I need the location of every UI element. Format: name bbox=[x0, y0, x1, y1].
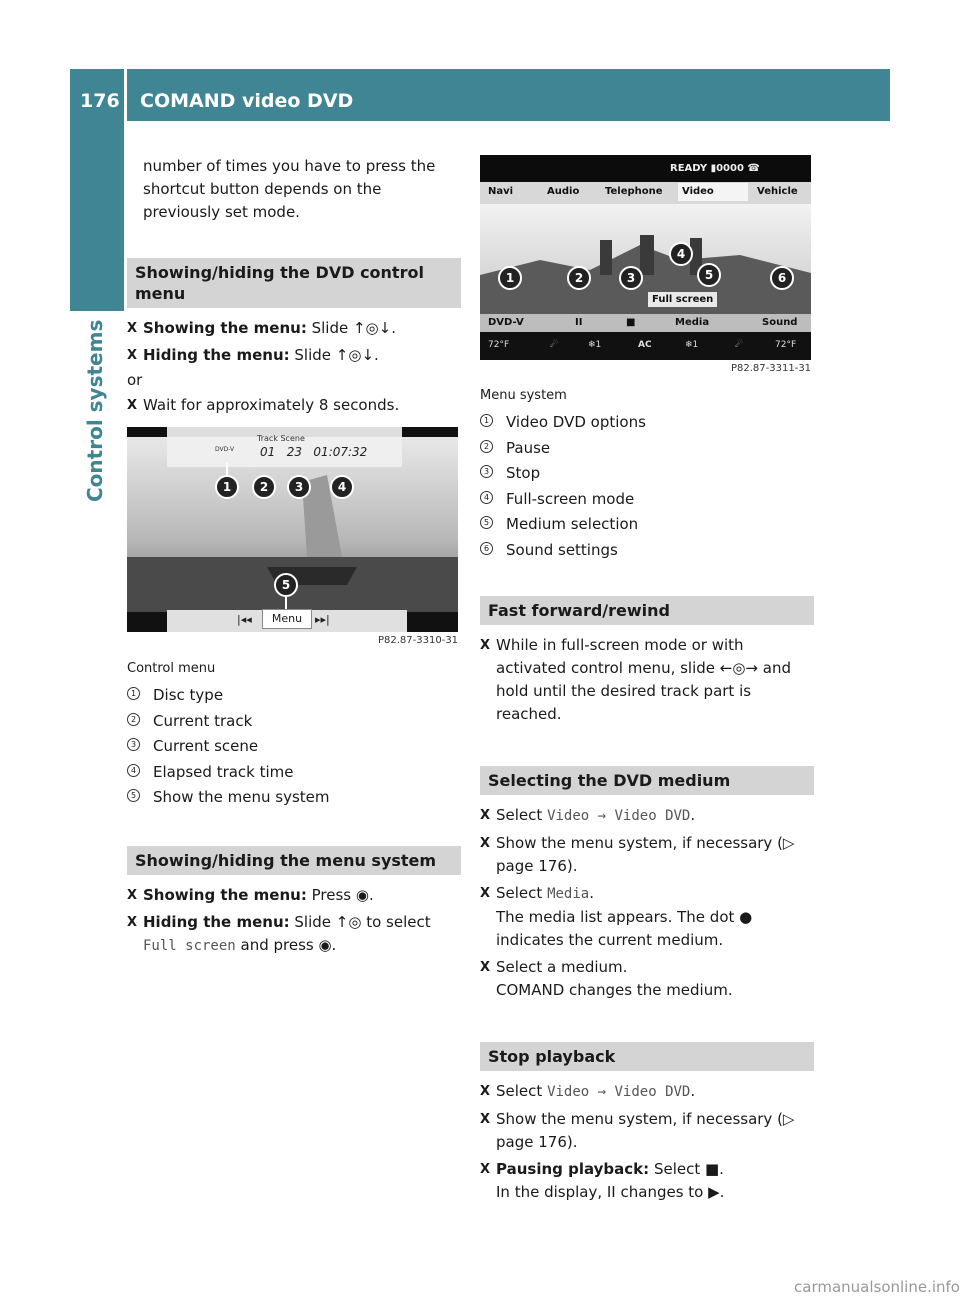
callout-2: 2 bbox=[567, 266, 591, 290]
dvd-label: DVD-V bbox=[215, 446, 235, 453]
or-text: or bbox=[127, 371, 143, 389]
step bbox=[480, 1108, 814, 1154]
step-label: Hiding the menu: bbox=[143, 912, 290, 931]
right-column bbox=[480, 384, 814, 1204]
step-text: Press ◉. bbox=[311, 885, 374, 904]
legend-number-3: 3 bbox=[480, 465, 493, 478]
step-text: In the display, II changes to ▶. bbox=[496, 1183, 725, 1201]
full-screen-label: Full screen bbox=[648, 292, 717, 307]
bottom-stop: ■ bbox=[626, 317, 636, 328]
step: X Select Media. The media list appears. The dot ● indicates the current medium. bbox=[480, 882, 814, 952]
section-heading: Fast forward/rewind bbox=[480, 596, 814, 625]
step-text: Show the menu system, if necessary (▷ page 176). bbox=[496, 834, 795, 875]
figure-caption: Control menu bbox=[127, 661, 216, 676]
legend-number-6: 6 bbox=[480, 542, 493, 555]
climate-right-temp: 72°F bbox=[775, 340, 797, 350]
step bbox=[127, 344, 461, 367]
callout-line bbox=[285, 595, 287, 609]
legend-text: Video DVD options bbox=[506, 413, 646, 431]
step bbox=[480, 634, 814, 726]
legend-text: Stop bbox=[506, 464, 541, 482]
step-text: Slide ↑◎ to select bbox=[294, 912, 431, 931]
tab-video: Video bbox=[678, 183, 748, 201]
step-text: Select bbox=[496, 884, 543, 902]
bottom-dvd-v: DVD-V bbox=[488, 317, 524, 328]
step-text: Wait for approximately 8 seconds. bbox=[143, 396, 400, 414]
legend-text: Disc type bbox=[153, 686, 224, 704]
legend-item bbox=[127, 710, 461, 736]
section-heading: Selecting the DVD medium bbox=[480, 766, 814, 795]
track-scene-header: Track Scene bbox=[257, 434, 305, 443]
side-tab-label: Control systems bbox=[83, 319, 107, 502]
menu-button: Menu bbox=[262, 609, 312, 629]
step-text: The media list appears. The dot ● indicates the current medium. bbox=[496, 908, 753, 949]
legend-text: Pause bbox=[506, 438, 551, 457]
legend-text: Show the menu system bbox=[153, 788, 330, 806]
section-heading: Showing/hiding the menu system bbox=[127, 846, 461, 875]
callout-2: 2 bbox=[252, 475, 276, 499]
watermark-footer: carmanualsonline.info bbox=[794, 1278, 960, 1296]
left-column bbox=[127, 155, 461, 417]
callout-4: 4 bbox=[330, 475, 354, 499]
page-number: 176 bbox=[80, 90, 120, 112]
legend-item bbox=[127, 735, 461, 761]
step: X Select Video → Video DVD. bbox=[480, 1080, 814, 1104]
tab-navi: Navi bbox=[488, 186, 514, 197]
legend-item bbox=[480, 539, 814, 565]
header-separator bbox=[124, 69, 127, 121]
tab-telephone: Telephone bbox=[605, 186, 663, 197]
figure-caption: Menu system bbox=[480, 388, 567, 403]
legend-item bbox=[127, 761, 461, 787]
callout-1: 1 bbox=[498, 266, 522, 290]
step-label: Pausing playback: bbox=[496, 1160, 650, 1178]
section-heading: Showing/hiding the DVD control menu bbox=[127, 258, 461, 308]
step: X Select Video → Video DVD. bbox=[480, 804, 814, 828]
legend-number-3: 3 bbox=[127, 738, 140, 751]
legend-number-2: 2 bbox=[127, 713, 140, 726]
figure-code: P82.87-3311-31 bbox=[731, 363, 812, 374]
bottom-pause: II bbox=[575, 317, 583, 328]
step bbox=[480, 1158, 814, 1204]
menu-item-ref: Media bbox=[547, 886, 590, 902]
bottom-media: Media bbox=[675, 317, 710, 328]
step-text: Slide ↑◎↓. bbox=[311, 319, 396, 337]
legend-text: Current track bbox=[153, 711, 253, 730]
step-text: Select ■. bbox=[653, 1160, 724, 1178]
callout-3: 3 bbox=[287, 475, 311, 499]
status-bar: READY ▮0000 ☎ bbox=[670, 163, 760, 174]
legend-number-5: 5 bbox=[480, 516, 493, 529]
legend-text: Full-screen mode bbox=[506, 489, 635, 508]
step-text: Select a medium. bbox=[496, 958, 628, 976]
left-legend bbox=[127, 657, 461, 958]
step bbox=[127, 394, 461, 417]
prev-icon: |◂◂ bbox=[237, 613, 252, 626]
track-values: 01 23 01:07:32 bbox=[260, 445, 368, 459]
tab-audio: Audio bbox=[547, 186, 580, 197]
legend-text: Sound settings bbox=[506, 540, 618, 559]
legend-item bbox=[480, 513, 814, 539]
step-text: Select bbox=[496, 1082, 543, 1100]
section-heading: Stop playback bbox=[480, 1042, 814, 1071]
climate-left-temp: 72°F bbox=[488, 340, 510, 350]
legend-item bbox=[480, 411, 814, 437]
legend-number-1: 1 bbox=[127, 687, 140, 700]
control-menu-figure bbox=[127, 427, 458, 632]
menu-system-figure bbox=[480, 155, 811, 360]
callout-5: 5 bbox=[697, 263, 721, 287]
legend-text: Current scene bbox=[153, 737, 259, 755]
step-text: While in full-screen mode or with activated control menu, slide ←◎→ and hold until the desired track part is reached. bbox=[496, 636, 791, 723]
step bbox=[127, 317, 461, 340]
callout-3: 3 bbox=[619, 266, 643, 290]
step bbox=[480, 956, 814, 1002]
legend-item bbox=[480, 488, 814, 514]
step bbox=[127, 884, 461, 907]
legend-text: Elapsed track time bbox=[153, 762, 294, 781]
legend-number-4: 4 bbox=[127, 764, 140, 777]
legend-item bbox=[127, 786, 461, 812]
figure-code: P82.87-3310-31 bbox=[378, 635, 459, 646]
legend-number-1: 1 bbox=[480, 414, 493, 427]
callout-1: 1 bbox=[215, 475, 239, 499]
climate-seat-icon: ☄ bbox=[735, 340, 744, 350]
menu-item-ref: Full screen bbox=[143, 937, 236, 954]
step-label: Hiding the menu: bbox=[143, 346, 290, 364]
legend-number-5: 5 bbox=[127, 789, 140, 802]
step-label: Showing the menu: bbox=[143, 319, 307, 337]
intro-text: number of times you have to press the shortcut button depends on the previously set mode. bbox=[143, 157, 436, 221]
legend-item bbox=[480, 462, 814, 488]
step-text: COMAND changes the medium. bbox=[496, 981, 733, 999]
bottom-sound: Sound bbox=[762, 317, 798, 328]
step-text: Slide ↑◎↓. bbox=[294, 346, 379, 364]
step-text: Show the menu system, if necessary (▷ page 176). bbox=[496, 1110, 795, 1151]
callout-4: 4 bbox=[669, 242, 693, 266]
callout-6: 6 bbox=[770, 266, 794, 290]
callout-5: 5 bbox=[274, 573, 298, 597]
climate-fan-right: ❄1 bbox=[685, 340, 699, 350]
legend-item bbox=[127, 684, 461, 710]
menu-path-ref: Video → Video DVD bbox=[547, 1084, 691, 1100]
tab-vehicle: Vehicle bbox=[757, 186, 798, 197]
step-label: Showing the menu: bbox=[143, 885, 307, 904]
legend-text: Medium selection bbox=[506, 515, 639, 533]
step bbox=[127, 911, 461, 958]
menu-path-ref: Video → Video DVD bbox=[547, 808, 691, 824]
step bbox=[480, 832, 814, 878]
chapter-title: COMAND video DVD bbox=[140, 90, 354, 112]
legend-number-2: 2 bbox=[480, 440, 493, 453]
side-tab bbox=[70, 121, 124, 311]
climate-seat-icon: ☄ bbox=[550, 340, 559, 350]
legend-item bbox=[480, 437, 814, 463]
legend-number-4: 4 bbox=[480, 491, 493, 504]
next-icon: ▸▸| bbox=[315, 613, 330, 626]
step-text: and press ◉. bbox=[240, 935, 337, 954]
climate-fan-left: ❄1 bbox=[588, 340, 602, 350]
step-text: Select bbox=[496, 806, 543, 824]
climate-ac: AC bbox=[638, 340, 652, 350]
